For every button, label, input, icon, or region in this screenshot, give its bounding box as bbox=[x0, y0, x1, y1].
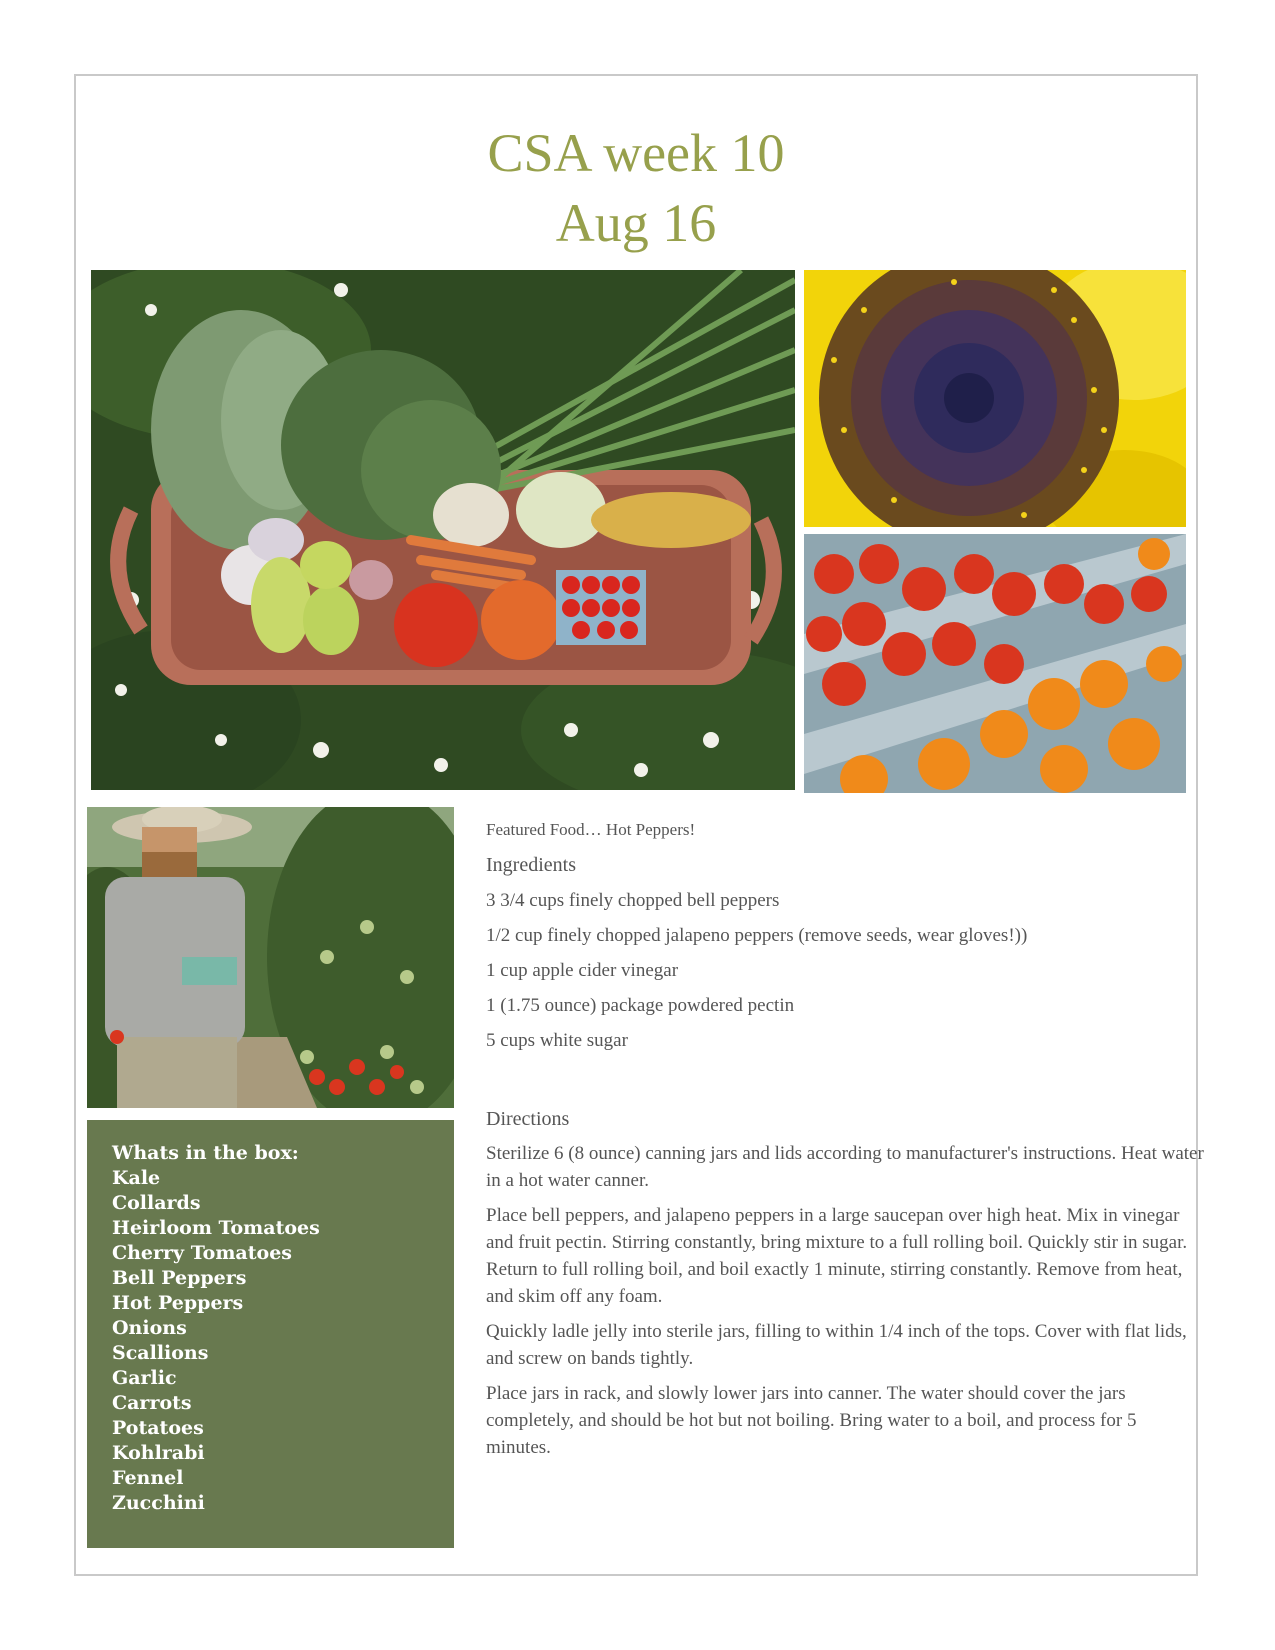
direction-step: Place bell peppers, and jalapeno peppers in a large saucepan over high heat. Mix in vinegar and fruit pectin. Stirring constantly, bring mixture to a full rolling boil. Quickly stir in sugar. Return to full rolling boil, and boil exactly 1 minute, stirring constantly. Remove from heat, and skim off any foam. bbox=[486, 1205, 1188, 1307]
box-item: Kale bbox=[112, 1167, 161, 1189]
sunflower-photo bbox=[804, 270, 1186, 527]
featured-food: Featured Food… Hot Peppers! bbox=[486, 820, 696, 839]
box-item: Onions bbox=[112, 1317, 187, 1339]
box-item: Collards bbox=[112, 1192, 201, 1214]
ingredient-item: 3 3/4 cups finely chopped bell peppers bbox=[486, 890, 780, 911]
box-item: Hot Peppers bbox=[112, 1292, 244, 1314]
box-item: Fennel bbox=[112, 1467, 184, 1489]
box-item: Zucchini bbox=[112, 1492, 205, 1514]
ingredient-item: 1 (1.75 ounce) package powdered pectin bbox=[486, 995, 795, 1016]
box-item: Garlic bbox=[112, 1367, 177, 1389]
ingredient-item: 1 cup apple cider vinegar bbox=[486, 960, 679, 981]
box-item: Kohlrabi bbox=[112, 1442, 205, 1464]
box-item: Potatoes bbox=[112, 1417, 204, 1439]
farmer-photo bbox=[87, 807, 454, 1108]
box-contents-panel bbox=[87, 1120, 454, 1548]
ingredients-heading: Ingredients bbox=[486, 854, 576, 876]
direction-step: Quickly ladle jelly into sterile jars, filling to within 1/4 inch of the tops. Cover with flat lids, and screw on bands tightly. bbox=[486, 1321, 1187, 1369]
ingredient-item: 1/2 cup finely chopped jalapeno peppers (remove seeds, wear gloves!)) bbox=[486, 925, 1028, 946]
page-title: CSA week 10 bbox=[487, 123, 785, 183]
box-item: Cherry Tomatoes bbox=[112, 1242, 292, 1264]
ingredient-item: 5 cups white sugar bbox=[486, 1030, 628, 1051]
cherry-tomatoes-photo bbox=[804, 534, 1186, 793]
box-item: Bell Peppers bbox=[112, 1267, 247, 1289]
box-item: Scallions bbox=[112, 1342, 209, 1364]
direction-step: Sterilize 6 (8 ounce) canning jars and lids according to manufacturer's instructions. Heat water in a hot water canner. bbox=[486, 1143, 1204, 1191]
box-heading: Whats in the box: bbox=[112, 1142, 299, 1164]
box-item: Heirloom Tomatoes bbox=[112, 1217, 320, 1239]
directions-heading: Directions bbox=[486, 1108, 570, 1130]
recipe-section bbox=[486, 818, 1206, 1469]
page-date: Aug 16 bbox=[555, 193, 717, 253]
direction-step: Place jars in rack, and slowly lower jars into canner. The water should cover the jars completely, and should be hot but not boiling. Bring water to a boil, and process for 5 minutes. bbox=[486, 1383, 1137, 1458]
vegetable-basket-photo bbox=[91, 270, 795, 790]
box-item: Carrots bbox=[112, 1392, 192, 1414]
